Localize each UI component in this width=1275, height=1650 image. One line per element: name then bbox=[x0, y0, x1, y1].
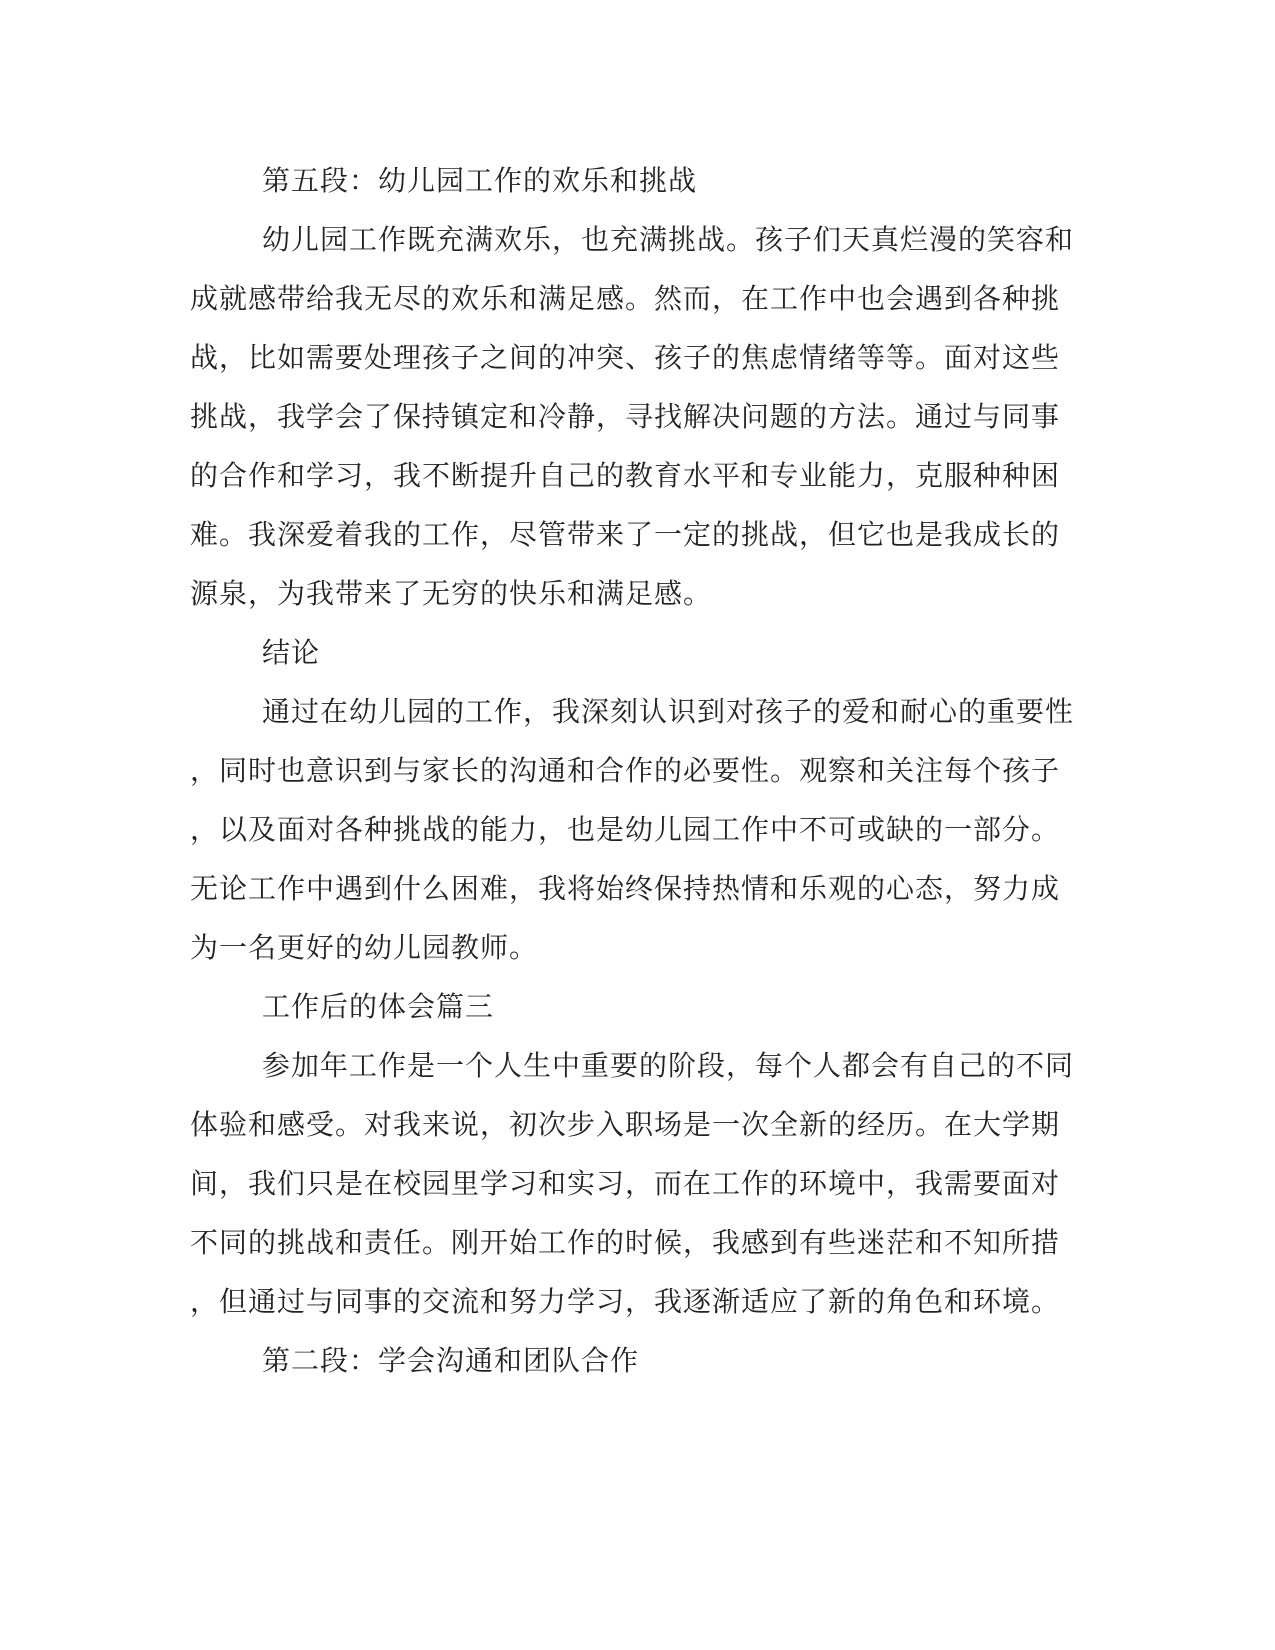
paragraph-line: 难。我深爱着我的工作，尽管带来了一定的挑战，但它也是我成长的 bbox=[190, 518, 1061, 551]
paragraph-line: 间，我们只是在校园里学习和实习，而在工作的环境中，我需要面对 bbox=[190, 1167, 1061, 1200]
paragraph-line: 为一名更好的幼儿园教师。 bbox=[190, 931, 539, 964]
paragraph-line: ，以及面对各种挑战的能力，也是幼儿园工作中不可或缺的一部分。 bbox=[190, 813, 1061, 846]
paragraph-line: 战，比如需要处理孩子之间的冲突、孩子的焦虑情绪等等。面对这些 bbox=[190, 341, 1061, 374]
paragraph-line: 成就感带给我无尽的欢乐和满足感。然而，在工作中也会遇到各种挑 bbox=[190, 282, 1061, 315]
paragraph-line: 的合作和学习，我不断提升自己的教育水平和专业能力，克服种种困 bbox=[190, 459, 1061, 492]
paragraph-line: 无论工作中遇到什么困难，我将始终保持热情和乐观的心态，努力成 bbox=[190, 872, 1061, 905]
paragraph-line: 体验和感受。对我来说，初次步入职场是一次全新的经历。在大学期 bbox=[190, 1108, 1061, 1141]
paragraph-line: 参加年工作是一个人生中重要的阶段，每个人都会有自己的不同 bbox=[262, 1049, 1075, 1082]
paragraph-line: ，同时也意识到与家长的沟通和合作的必要性。观察和关注每个孩子 bbox=[190, 754, 1061, 787]
paragraph-line: ，但通过与同事的交流和努力学习，我逐渐适应了新的角色和环境。 bbox=[190, 1285, 1061, 1318]
paragraph-line: 通过在幼儿园的工作，我深刻认识到对孩子的爱和耐心的重要性 bbox=[262, 695, 1075, 728]
article-heading-part-3: 工作后的体会篇三 bbox=[262, 990, 495, 1023]
section-heading-conclusion: 结论 bbox=[262, 636, 321, 669]
paragraph-line: 不同的挑战和责任。刚开始工作的时候，我感到有些迷茫和不知所措 bbox=[190, 1226, 1061, 1259]
section-heading-5: 第五段：幼儿园工作的欢乐和挑战 bbox=[262, 164, 698, 197]
section-heading-2: 第二段：学会沟通和团队合作 bbox=[262, 1344, 640, 1377]
paragraph-line: 幼儿园工作既充满欢乐，也充满挑战。孩子们天真烂漫的笑容和 bbox=[262, 223, 1075, 256]
paragraph-line: 挑战，我学会了保持镇定和冷静，寻找解决问题的方法。通过与同事 bbox=[190, 400, 1061, 433]
paragraph-line: 源泉，为我带来了无穷的快乐和满足感。 bbox=[190, 577, 713, 610]
